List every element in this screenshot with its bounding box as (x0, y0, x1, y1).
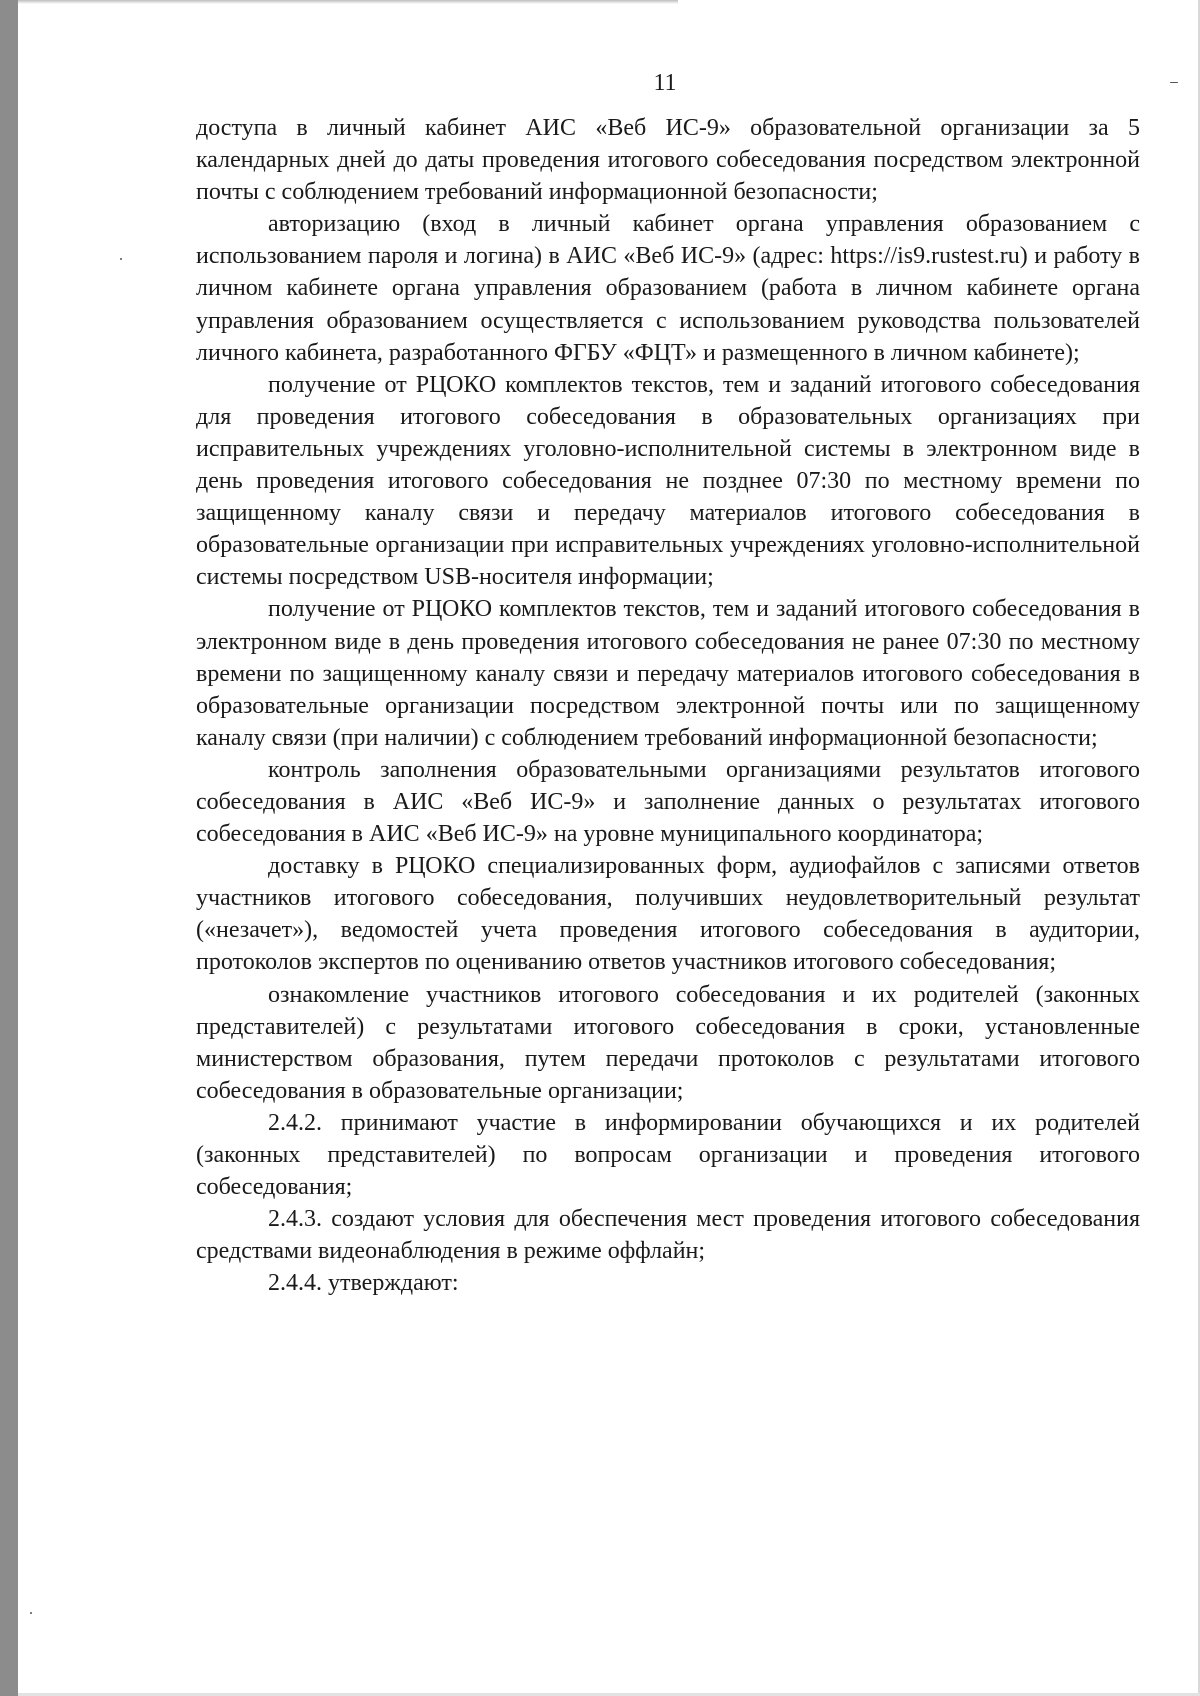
paragraph-results-control: контроль заполнения образовательными организациями результатов итогового собеседования в АИС «Веб ИС-9» и заполнение данных о результатах итогового собеседования в АИС «Веб ИС-9» на уровне муниципального координатора; (196, 756, 1140, 848)
page-number: 11 (653, 70, 677, 96)
paragraph-receipt-correctional: получение от РЦОКО комплектов текстов, тем и заданий итогового собеседования для проведения итогового собеседования в образовательных организациях при исправительных учреждениях уголовно-исполнительной системы в электронном виде в день проведения итогового собеседования не позднее 07:30 по местному времени по защищенному каналу связи и передачу материалов итогового собеседования в образовательные организации при исправительных учреждениях уголовно-исполнительной системы посредством USB-носителя информации; (196, 371, 1140, 591)
scan-left-border (0, 0, 18, 1696)
scan-speck (30, 1612, 32, 1614)
paragraph-delivery: доставку в РЦОКО специализированных форм, аудиофайлов с записями ответов участников итогового собеседования, получивших неудовлетворительный результат («незачет»), ведомостей учета проведения итогового собеседования в аудитории, протоколов экспертов по оцениванию ответов участников итогового собеседования; (196, 853, 1140, 976)
paragraph-access-cabinet: доступа в личный кабинет АИС «Веб ИС-9» образовательной организации за 5 календарных дней до даты проведения итогового собеседования посредством электронной почты с соблюдением требований информационной безопасности; (196, 115, 1140, 206)
scan-top-shadow (18, 0, 678, 4)
paragraph-2-4-3: 2.4.3. создают условия для обеспечения мест проведения итогового собеседования средствами видеонаблюдения в режиме оффлайн; (196, 1206, 1140, 1265)
paragraph-authorization: авторизацию (вход в личный кабинет органа управления образованием с использованием пароля и логина) в АИС «Веб ИС-9» (адрес: https://is9.rustest.ru) и работу в личном кабинете органа управления образованием (работа в личном кабинете органа управления образованием осуществляется с использованием руководства пользователей личного кабинета, разработанного ФГБУ «ФЦТ» и размещенного в личном кабинете); (196, 211, 1140, 366)
document-body (196, 112, 1140, 1299)
paragraph-receipt-electronic: получение от РЦОКО комплектов текстов, тем и заданий итогового собеседования в электронном виде в день проведения итогового собеседования не ранее 07:30 по местному времени по защищенному каналу связи и передачу материалов итогового собеседования в образовательные организации посредством электронной почты или по защищенному каналу связи (при наличии) с соблюдением требований информационной безопасности; (196, 596, 1140, 751)
scan-speck (120, 258, 122, 260)
paragraph-familiarization: ознакомление участников итогового собеседования и их родителей (законных представителей) с результатами итогового собеседования в сроки, установленные министерством образования, путем передачи протоколов с результатами итогового собеседования в образовательные организации; (196, 981, 1140, 1104)
paragraph-2-4-2: 2.4.2. принимают участие в информировании обучающихся и их родителей (законных представителей) по вопросам организации и проведения итогового собеседования; (196, 1109, 1140, 1201)
paragraph-2-4-4: 2.4.4. утверждают: (268, 1270, 459, 1297)
